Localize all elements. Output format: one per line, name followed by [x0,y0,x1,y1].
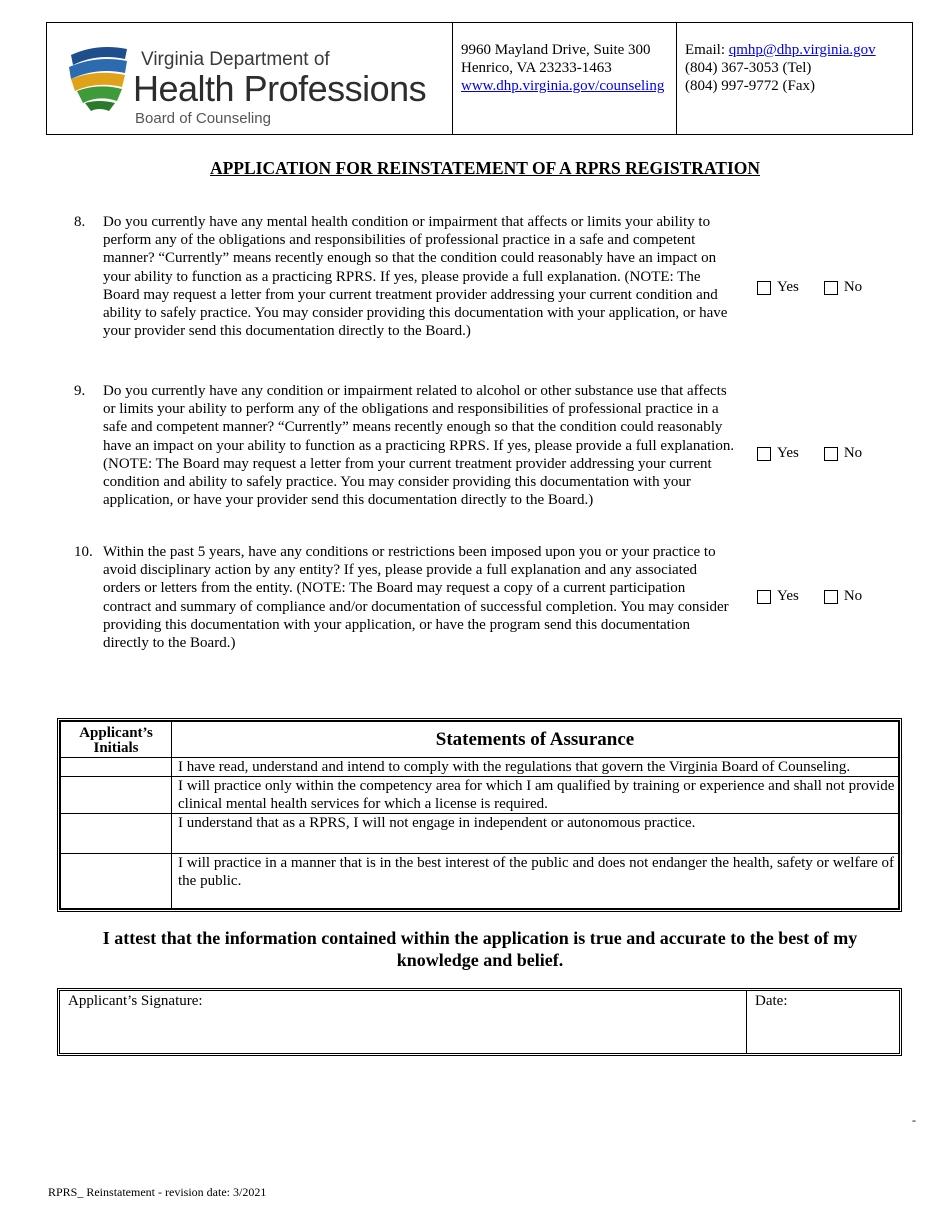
assurance-table [57,718,902,912]
q8-no-checkbox[interactable] [824,281,838,295]
question-10-options [757,588,862,605]
q9-no-checkbox[interactable] [824,447,838,461]
logo-line-3: Board of Counseling [135,110,271,127]
phone-tel: (804) 367-3053 (Tel) [685,60,812,76]
logo-line-1: Virginia Department of [141,49,330,70]
statements-header: Statements of Assurance [172,722,899,758]
logo-line-2: Health Professions [133,68,427,109]
footer-revision: RPRS_ Reinstatement - revision date: 3/2021 [48,1185,267,1199]
question-8-options [757,279,862,296]
statement-4: I will practice in a manner that is in the best interest of the public and does not endanger the health, safety or welfare of the public. [172,854,899,909]
question-text: Within the past 5 years, have any conditions or restrictions been imposed upon you or your practice to avoid disciplinary action by any entity? If yes, please provide a full explanation and any associated orders or letters from the entity. (NOTE: The Board may request a copy of a current participation contract and summary of compliance and/or documentation of successful completion. You may consider providing this documentation with your application, or have the program send this documentation directly to the Board.) [103,544,729,652]
yes-label: Yes [777,588,799,604]
logo-cell [47,23,453,134]
address-line-2: Henrico, VA 23233-1463 [461,60,612,76]
email-label: Email: [685,42,729,58]
initials-input-1[interactable] [61,758,172,777]
date-field[interactable] [747,991,899,1053]
question-9-options [757,445,862,462]
question-number: 10. [74,544,93,560]
address-line-1: 9960 Mayland Drive, Suite 300 [461,42,651,58]
contact-cell [677,23,912,134]
signature-label: Applicant’s Signature: [68,993,203,1009]
initials-input-2[interactable] [61,777,172,814]
statement-1: I have read, understand and intend to comply with the regulations that govern the Virginia Board of Counseling. [172,758,899,777]
signature-block [57,988,902,1056]
attestation-statement: I attest that the information contained within the application is true and accurate to the best of my knowledge and belief. [102,928,858,970]
initials-input-3[interactable] [61,814,172,854]
statement-2: I will practice only within the competency area for which I am qualified by training or experience and shall not provide clinical mental health services for which a license is required. [172,777,899,814]
no-label: No [843,279,863,295]
question-text: Do you currently have any condition or impairment related to alcohol or other substance use that affects or limits your ability to perform any of the obligations and responsibilities of professional practice in a safe and competent manner? “Currently” means recently enough so that the condition could reasonably have an impact on your ability to function as a practicing RPRS. If yes, please provide a full explanation. (NOTE: The Board may request a letter from your current treatment provider addressing your current condition and ability to safely practice. You may consider providing this documentation with your application, or have your provider send this documentation directly to the Board.) [103,383,735,509]
q8-yes-checkbox[interactable] [757,281,771,295]
statement-3: I understand that as a RPRS, I will not engage in independent or autonomous practice. [172,814,899,854]
form-title: APPLICATION FOR REINSTATEMENT OF A RPRS REGISTRATION [209,158,761,178]
date-label: Date: [755,993,788,1009]
question-number: 9. [74,383,86,399]
initials-header: Applicant’s Initials [61,722,172,758]
dhp-logo-icon [67,45,131,111]
no-label: No [843,588,863,604]
email-line [685,41,912,59]
page-mark: - [912,1113,916,1127]
yes-label: Yes [777,445,799,461]
question-text: Do you currently have any mental health condition or impairment that affects or limits your ability to perform any of the obligations and responsibilities of professional practice in a safe and competent manner? “Currently” means recently enough so that the condition could reasonably have an impact on your ability to function as a practicing RPRS. If yes, please provide a full explanation. (NOTE: The Board may request a letter from your current treatment provider addressing your current condition and ability to safely practice. You may consider providing this documentation with your application, or have your provider send this documentation directly to the Board.) [103,214,728,340]
initials-input-4[interactable] [61,854,172,909]
q10-yes-checkbox[interactable] [757,590,771,604]
letterhead [46,22,913,135]
no-label: No [843,445,863,461]
address-cell [453,23,677,134]
q10-no-checkbox[interactable] [824,590,838,604]
signature-field[interactable] [60,991,747,1053]
yes-label: Yes [777,279,799,295]
email-link[interactable]: qmhp@dhp.virginia.gov [728,42,876,58]
q9-yes-checkbox[interactable] [757,447,771,461]
phone-fax: (804) 997-9772 (Fax) [685,78,815,94]
website-link[interactable]: www.dhp.virginia.gov/counseling [461,78,665,94]
question-number: 8. [74,214,86,230]
